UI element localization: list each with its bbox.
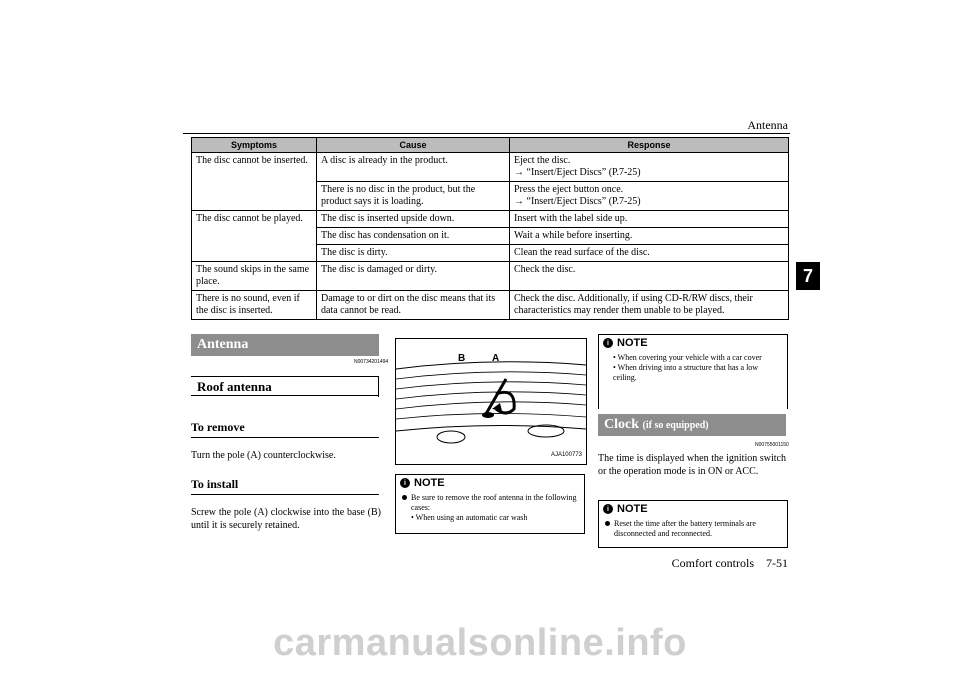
roof-antenna-figure (395, 338, 587, 465)
table-row (192, 228, 789, 245)
note-title: NOTE (414, 477, 445, 489)
figure-code: AJA100773 (550, 452, 582, 458)
table-row (192, 262, 789, 291)
response-text: Insert with the label side up. (514, 213, 628, 224)
car-roof-illustration (396, 339, 586, 464)
note-header (396, 475, 584, 491)
table-row (192, 291, 789, 320)
cause-cell: The disc has condensation on it. (317, 228, 510, 245)
note-box-car-wash (395, 474, 585, 534)
roof-antenna-heading: Roof antenna (191, 376, 379, 396)
cause-cell: The disc is dirty. (317, 245, 510, 262)
clock-title-text: Clock (604, 417, 639, 432)
response-cell (510, 245, 789, 262)
response-text: Wait a while before inserting. (514, 230, 633, 241)
remove-instructions: Turn the pole (A) counterclockwise. (191, 450, 336, 461)
note-lead-text: Be sure to remove the roof antenna in the following cases: (411, 493, 577, 512)
symptom-cell: There is no sound, even if the disc is inserted. (192, 291, 317, 320)
response-reference: → “Insert/Eject Discs” (P.7-25) (514, 196, 641, 207)
note-lead-text: Reset the time after the battery terminals are disconnected and reconnected. (614, 519, 756, 538)
troubleshooting-table (191, 137, 789, 320)
cause-cell: The disc is inserted upside down. (317, 211, 510, 228)
symptom-cell (192, 245, 317, 262)
callout-b: B (458, 353, 466, 364)
response-cell (510, 182, 789, 211)
note-title: NOTE (617, 337, 648, 349)
page-footer: Comfort controls 7-51 (671, 556, 788, 570)
cause-cell: Damage to or dirt on the disc means that its data cannot be read. (317, 291, 510, 320)
note-item: • When driving into a structure that has a low ceiling. (613, 363, 759, 382)
symptom-cell (192, 182, 317, 211)
install-instructions: Screw the pole (A) clockwise into the base (B) until it is securely retained. (191, 507, 381, 531)
note-box-cover (598, 334, 788, 409)
note-body (599, 351, 787, 385)
note-body (599, 517, 787, 541)
antenna-section-title: Antenna (191, 334, 379, 356)
info-icon: i (400, 478, 410, 488)
response-cell (510, 211, 789, 228)
response-text: Check the disc. (514, 264, 576, 275)
info-icon: i (603, 338, 613, 348)
response-cell (510, 153, 789, 182)
symptom-cell: The disc cannot be inserted. (192, 153, 317, 182)
clock-section-title (598, 414, 786, 436)
note-lead (402, 493, 578, 513)
column-header: Response (510, 138, 789, 153)
to-remove-heading: To remove (191, 420, 245, 434)
watermark-text: carmanualsonline.info (273, 622, 687, 664)
chapter-tab: 7 (796, 262, 820, 290)
clock-section-code: N00755001150 (755, 442, 789, 448)
note-body (396, 491, 584, 525)
symptom-cell: The disc cannot be played. (192, 211, 317, 228)
bullet-icon (402, 495, 407, 500)
note-header (599, 335, 787, 351)
column-header: Symptoms (192, 138, 317, 153)
table-row (192, 211, 789, 228)
note-box-clock (598, 500, 788, 548)
response-text: Eject the disc. (514, 155, 571, 166)
symptom-cell (192, 228, 317, 245)
note-header (599, 501, 787, 517)
antenna-section-code: N00734201494 (354, 359, 389, 365)
table-row (192, 182, 789, 211)
response-text: Clean the read surface of the disc. (514, 247, 650, 258)
heading-rule (191, 437, 379, 438)
table-header-row (192, 138, 789, 153)
note-item: • When covering your vehicle with a car cover (613, 353, 762, 362)
response-text: Press the eject button once. (514, 184, 624, 195)
table-row (192, 245, 789, 262)
clock-title-suffix: (if so equipped) (642, 420, 709, 431)
note-item: • When using an automatic car wash (411, 513, 528, 522)
response-cell (510, 228, 789, 245)
response-text: Check the disc. Additionally, if using CD-R/RW discs, their characteristics may render them unable to be played. (514, 293, 753, 316)
clock-description: The time is displayed when the ignition switch or the operation mode is in ON or ACC. (598, 453, 786, 477)
note-title: NOTE (617, 503, 648, 515)
cause-cell: The disc is damaged or dirty. (317, 262, 510, 291)
bullet-icon (605, 521, 610, 526)
symptom-cell: The sound skips in the same place. (192, 262, 317, 291)
page-header-title: Antenna (747, 118, 788, 132)
callout-a: A (492, 353, 500, 364)
column-header: Cause (317, 138, 510, 153)
response-cell (510, 291, 789, 320)
heading-rule (191, 494, 379, 495)
table-row (192, 153, 789, 182)
header-rule (183, 133, 790, 134)
response-reference: → “Insert/Eject Discs” (P.7-25) (514, 167, 641, 178)
response-cell (510, 262, 789, 291)
to-install-heading: To install (191, 477, 239, 491)
cause-cell: A disc is already in the product. (317, 153, 510, 182)
cause-cell: There is no disc in the product, but the product says it is loading. (317, 182, 510, 211)
info-icon: i (603, 504, 613, 514)
